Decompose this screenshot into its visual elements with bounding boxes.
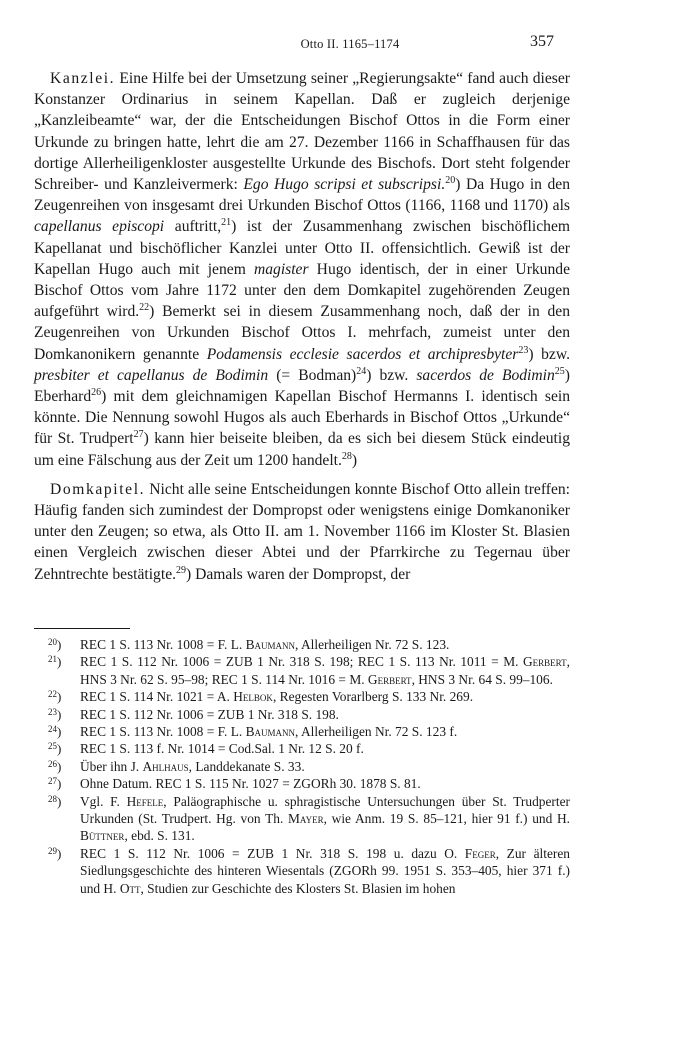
footnote-27 xyxy=(34,775,570,792)
footnote-number-value: 28 xyxy=(48,793,57,804)
text-run: ) bzw. xyxy=(528,345,570,363)
author-name: Ahlhaus xyxy=(142,758,189,774)
author-name: Büttner xyxy=(80,828,125,844)
section-heading-domkapitel: Domkapitel. xyxy=(50,480,146,498)
footnote-divider xyxy=(34,628,130,629)
author-name: Helbok xyxy=(233,689,273,705)
footnote-number-value: 29 xyxy=(48,845,57,856)
footnote-number-value: 23 xyxy=(48,706,57,717)
latin-term: magister xyxy=(253,260,309,278)
footnote-21 xyxy=(34,653,570,688)
paragraph-kanzlei xyxy=(34,68,570,471)
footnote-number: $^{24}$) xyxy=(48,724,62,740)
section-heading-kanzlei: Kanzlei. xyxy=(50,70,116,87)
latin-quote: Ego Hugo scripsi et subscripsi. xyxy=(243,176,446,194)
text-run: ) xyxy=(351,451,358,469)
footnote-text: , Regesten Vorarlberg S. 133 Nr. 269. xyxy=(272,689,474,705)
text-run: (= Bodman) xyxy=(268,366,357,384)
author-name: Hefele xyxy=(126,793,164,809)
footnote-ref-24: 24 xyxy=(356,365,367,377)
author-name: Feger xyxy=(464,845,496,861)
footnote-text: , ebd. S. 131. xyxy=(124,828,195,844)
footnote-number: $^{26}$) xyxy=(48,758,62,774)
footnote-text: REC 1 S. 112 Nr. 1006 = ZUB 1 Nr. 318 S. 198 u. dazu O. xyxy=(80,845,465,861)
footnote-text: , HNS 3 Nr. 64 S. 99–106. xyxy=(411,671,553,687)
text-run: Eine Hilfe bei der Umsetzung seiner „Regierungsakte“ fand auch dieser Konstanzer Ordinarius in seinem Kapellan. Daß er zugleich derjenige „Kanzleibeamte“ war, der die Entscheidungen Bischof Ottos in die Form einer Urkunde zu bringen hatte, lehrt die am 27. Dezember 1166 in Schaffhausen für das dortige Allerheiligenkloster ausgestellte Urkunde des Bischofs. Dort steht folgender Schreiber- und Kanzleivermerk: xyxy=(34,70,570,194)
footnote-ref-20: 20 xyxy=(445,175,456,187)
running-head: Otto II. 1165–1174 xyxy=(300,37,400,51)
footnote-number: $^{20}$) xyxy=(48,637,62,652)
footnote-26 xyxy=(34,758,570,775)
footnote-text: REC 1 S. 113 Nr. 1008 = F. L. xyxy=(80,724,246,740)
text-run: ) bzw. xyxy=(366,366,417,384)
footnote-22 xyxy=(34,688,570,705)
author-name: Gerbert xyxy=(367,671,412,687)
footnote-ref-26: 26 xyxy=(91,387,102,399)
text-run: ) Bemerkt sei in diesem Zusammenhang noch, daß der in den Zeugenreihen von Urkunden Bischof Ottos I. mehrfach, zumeist unter den Domkanonikern genannte xyxy=(34,303,570,363)
text-run: ) kann hier beiseite bleiben, da es sich bei diesem Stück eindeutig um eine Fälschung aus der Zeit um 1200 handelt. xyxy=(34,430,571,469)
text-run: ) ist der Zusammenhang zwischen bischöflichem Kapellanat und bischöflicher Kanzlei unter Otto II. offensichtlich. Gewiß ist der Kapellan Hugo auch mit jenem xyxy=(34,218,570,278)
footnote-text: Über ihn J. xyxy=(80,758,143,774)
paragraph-domkapitel xyxy=(34,479,570,585)
footnote-number-value: 20 xyxy=(48,637,57,647)
footnote-text: REC 1 S. 114 Nr. 1021 = A. xyxy=(80,689,234,705)
footnote-24 xyxy=(34,723,570,740)
footnote-number-value: 24 xyxy=(48,724,57,735)
text-run: Nicht alle seine Entscheidungen konnte Bischof Otto allein treffen: Häufig fanden sich zumindest der Dompropst oder wenigstens einige Domkanoniker unter den Zeugen; so etwa, als Otto II. am 1. November 1166 im Kloster St. Blasien einen Vergleich zwischen dieser Abtei und der Pfarrkirche zu Tegernau über Zehntrechte bestätigte. xyxy=(34,480,570,583)
author-name: Mayer xyxy=(288,811,324,827)
footnote-number: $^{25}$) xyxy=(48,741,62,757)
footnote-text: , Landdekanate S. 33. xyxy=(188,758,305,774)
footnote-ref-21: 21 xyxy=(221,217,232,229)
footnote-text: REC 1 S. 112 Nr. 1006 = ZUB 1 Nr. 318 S. 198; REC 1 S. 113 Nr. 1011 = M. xyxy=(80,654,523,670)
footnote-number: $^{29}$) xyxy=(48,845,62,861)
latin-term: sacerdos de Bodimin xyxy=(416,366,555,384)
footnote-text: , Paläographische u. sphragistische Untersuchungen über St. Trudperter Urkunden (St. Trudpert. Hg. von Th. xyxy=(80,793,571,827)
footnote-number: $^{27}$) xyxy=(48,776,62,792)
footnotes xyxy=(34,636,570,897)
latin-term: capellanus episcopi xyxy=(34,218,165,236)
page-number: 357 xyxy=(530,33,554,50)
author-name: Ott xyxy=(119,880,141,896)
text-run: ) Da Hugo in den Zeugenreihen von insgesamt drei Urkunden Bischof Ottos (1166, 1168 und 1170) als xyxy=(34,176,570,215)
author-name: Baumann xyxy=(245,724,296,740)
footnote-ref-23: 23 xyxy=(518,344,529,356)
footnote-number-value: 22 xyxy=(48,689,57,700)
footnote-text: , Studien zur Geschichte des Klosters St. Blasien im hohen xyxy=(140,880,456,896)
text-run: auftritt, xyxy=(164,218,222,236)
main-text xyxy=(34,68,570,585)
page-header xyxy=(0,33,700,57)
footnote-number-value: 26 xyxy=(48,758,57,769)
footnote-number-value: 21 xyxy=(48,654,57,665)
text-run: ) mit dem gleichnamigen Kapellan Bischof Hermanns I. identisch sein könnte. Die Nennung sowohl Hugos als auch Eberhards in Bischof Ottos „Urkunde“ für St. Trudpert xyxy=(34,388,570,448)
footnote-text: REC 1 S. 113 Nr. 1008 = F. L. xyxy=(80,637,246,652)
footnote-text: REC 1 S. 112 Nr. 1006 = ZUB 1 Nr. 318 S. 198. xyxy=(80,706,339,722)
footnote-23 xyxy=(34,706,570,723)
latin-term: Podamensis ecclesie sacerdos et archipresbyter xyxy=(206,345,519,363)
footnote-number: $^{28}$) xyxy=(48,793,62,809)
latin-term: presbiter et capellanus de Bodimin xyxy=(34,366,269,384)
footnote-number: $^{21}$) xyxy=(48,654,62,670)
author-name: Baumann xyxy=(245,637,296,652)
text-run: Hugo identisch, der in einer Urkunde Bischof Ottos vom Jahre 1172 unter den dem Domkapitel zugehörenden Zeugen aufgeführt wird. xyxy=(34,260,570,321)
footnote-29 xyxy=(34,845,570,897)
footnote-text: , Allerheiligen Nr. 72 S. 123. xyxy=(295,637,450,652)
footnote-text: Ohne Datum. REC 1 S. 115 Nr. 1027 = ZGORh 30. 1878 S. 81. xyxy=(80,776,421,792)
footnote-text: , HNS 3 Nr. 62 S. 95–98; REC 1 S. 114 Nr. 1016 = M. xyxy=(80,654,570,687)
footnote-text: , Zur älteren Siedlungsgeschichte des hinteren Wiesentals (ZGORh 99. 1951 S. 353–405, hier 371 f.) und H. xyxy=(80,845,570,896)
footnote-25 xyxy=(34,740,570,757)
footnote-number-value: 25 xyxy=(48,741,57,752)
footnote-text: , wie Anm. 19 S. 85–121, hier 91 f.) und H. xyxy=(323,811,570,827)
author-name: Gerbert xyxy=(523,654,567,670)
footnote-ref-25: 25 xyxy=(554,365,565,377)
text-run: ) Eberhard xyxy=(34,366,570,406)
footnote-number-value: 27 xyxy=(48,776,57,787)
footnote-ref-29: 29 xyxy=(176,564,187,576)
footnote-20 xyxy=(34,636,570,653)
footnote-number: $^{22}$) xyxy=(48,689,62,705)
text-run: ) Damals waren der Dompropst, der xyxy=(186,565,411,583)
footnote-text: , Allerheiligen Nr. 72 S. 123 f. xyxy=(295,724,458,740)
footnote-number: $^{23}$) xyxy=(48,706,62,722)
footnote-text: Vgl. F. xyxy=(80,793,127,809)
footnote-28 xyxy=(34,793,570,845)
footnote-ref-28: 28 xyxy=(341,450,352,462)
footnote-ref-27: 27 xyxy=(133,429,144,441)
footnote-text: REC 1 S. 113 f. Nr. 1014 = Cod.Sal. 1 Nr. 12 S. 20 f. xyxy=(80,741,364,757)
footnote-ref-22: 22 xyxy=(139,302,150,314)
